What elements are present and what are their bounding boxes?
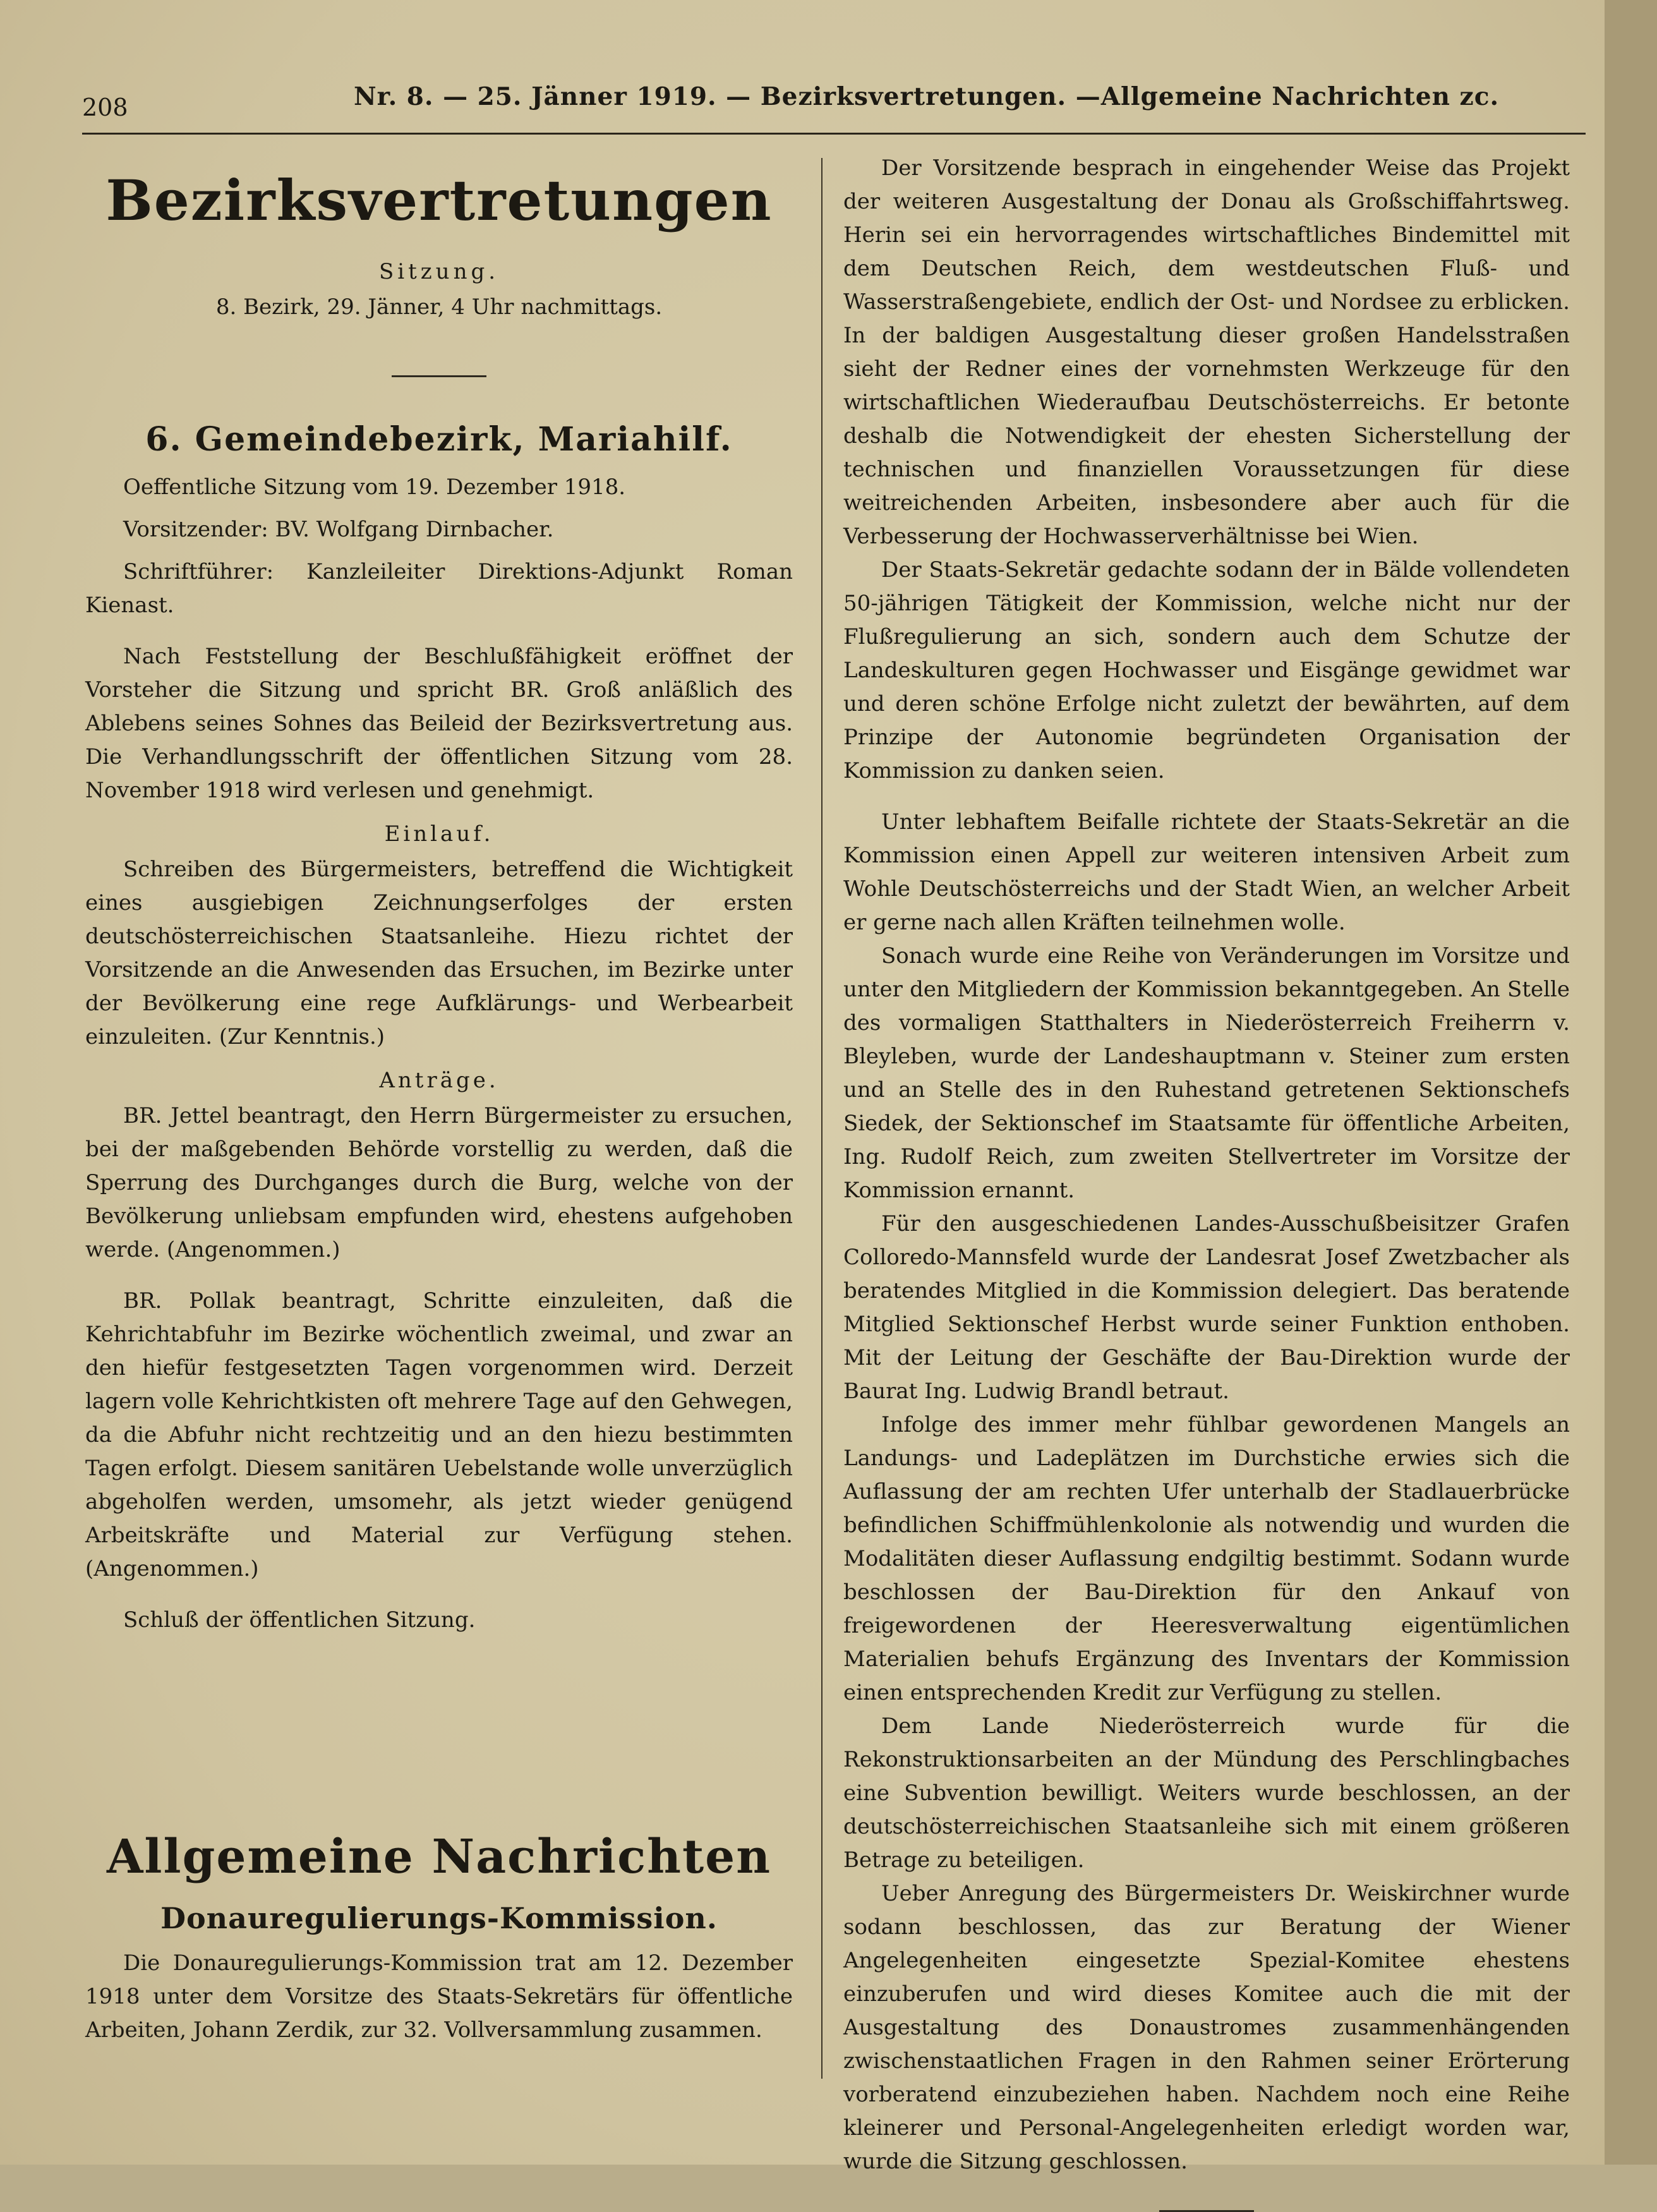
- secretary-line: Schriftführer: Kanzleileiter Direktions-Adjunkt Roman Kienast.: [85, 559, 793, 618]
- page-number: 208: [82, 94, 128, 121]
- right-column: [843, 152, 1570, 2212]
- right-paragraph-2: Der Staats-Sekretär gedachte sodann der in Bälde vollendeten 50-jährigen Tätigkeit der Kommission, welche nicht nur der Flußregulierung an sich, sondern auch dem Schutze der Landeskulturen gegen Hochwasser und Eisgänge gewidmet war und deren schöne Erfolge nicht zuletzt der bewährten, auf dem Prinzipe der Autonomie begründeten Organisation der Kommission zu danken seien.: [843, 557, 1570, 783]
- column-divider: [821, 158, 822, 2079]
- antraege-heading: Anträge.: [379, 1068, 499, 1093]
- right-paragraph-4: Sonach wurde eine Reihe von Veränderungen im Vorsitze und unter den Mitgliedern der Kommission bekanntgegeben. An Stelle des vormaligen Statthalters in Niederösterreich Freiherrn v. Bleyleben, wurde der Landeshauptmann v. Steiner zum ersten und an Stelle des in den Ruhestand getretenen Sektionschefs Siedek, der Sektionschef im Staatsamte für öffentliche Arbeiten, Ing. Rudolf Reich, zum zweiten Stellvertreter im Vorsitze der Kommission ernannt.: [843, 943, 1570, 1203]
- right-paragraph-1: Der Vorsitzende besprach in eingehender Weise das Projekt der weiteren Ausgestaltung der Donau als Großschiffahrtsweg. Herin sei ein hervorragendes wirtschaftliches Bindemittel mit dem Deutschen Reich, dem westdeutschen Fluß- und Wasserstraßengebiete, endlich der Ost- und Nordsee zu erblicken. In der baldigen Ausgestaltung dieser großen Handelsstraßen sieht der Redner eines der vornehmsten Werkzeuge für den wirtschaftlichen Wiederaufbau Deutschösterreichs. Er betonte deshalb die Notwendigkeit der ehesten Sicherstellung der technischen und finanziellen Voraussetzungen für diese weitreichenden Arbeiten, insbesondere aber auch für die Verbesserung der Hochwasserverhältnisse bei Wien.: [843, 155, 1570, 549]
- chair-line: Vorsitzender: BV. Wolfgang Dirnbacher.: [123, 517, 554, 542]
- section-rule: [392, 375, 486, 377]
- session-heading: Sitzung.: [378, 259, 500, 284]
- intro-paragraph: Nach Feststellung der Beschlußfähigkeit eröffnet der Vorsteher die Sitzung und spricht BR. Groß anläßlich des Ablebens seines Sohnes das Beileid der Bezirksvertretung aus. Die Verhandlungsschrift der öffentlichen Sitzung vom 28. November 1918 wird verlesen und genehmigt.: [85, 644, 793, 803]
- page-edge: [1605, 0, 1657, 2165]
- right-paragraph-7: Dem Lande Niederösterreich wurde für die Rekonstruktionsarbeiten an der Mündung des Perschlingbaches eine Subvention bewilligt. Weiters wurde beschlossen, an der deutschösterreichischen Staatsanleihe sich mit einem größeren Betrage zu beteiligen.: [843, 1713, 1570, 1873]
- donau-commission-title: Donauregulierungs-Kommission.: [160, 1901, 718, 1935]
- session-line: 8. Bezirk, 29. Jänner, 4 Uhr nachmittags.: [215, 294, 663, 320]
- running-head: Nr. 8. — 25. Jänner 1919. — Bezirksvertretungen. —Allgemeine Nachrichten zc.: [354, 82, 1500, 111]
- right-paragraph-6: Infolge des immer mehr fühlbar gewordenen Mangels an Landungs- und Ladeplätzen im Durchstiche erwies sich die Auflassung der am rechten Ufer unterhalb der Stadlauerbrücke befindlichen Schiffmühlenkolonie als notwendig und wurden die Modalitäten dieser Auflassung endgiltig bestimmt. Sodann wurde beschlossen der Bau-Direktion für den Ankauf von freigewordenen der Heeresverwaltung eigentümlichen Materialien behufs Ergänzung des Inventars der Kommission einen entsprechenden Kredit zur Verfügung zu stellen.: [843, 1412, 1570, 1705]
- masthead-allgemeine-nachrichten: Allgemeine Nachrichten: [106, 1830, 772, 1884]
- jettel-paragraph: BR. Jettel beantragt, den Herrn Bürgermeister zu ersuchen, bei der maßgebenden Behörde vorstellig zu werden, daß die Sperrung des Durchganges durch die Burg, welche von der Bevölkerung unliebsam empfunden wird, ehestens aufgehoben werde. (Angenommen.): [85, 1103, 793, 1262]
- district-title: 6. Gemeindebezirk, Mariahilf.: [145, 420, 733, 459]
- closing-line: Schluß der öffentlichen Sitzung.: [123, 1607, 476, 1633]
- right-paragraph-5: Für den ausgeschiedenen Landes-Ausschußbeisitzer Grafen Colloredo-Mannsfeld wurde der Landesrat Josef Zwetzbacher als beratendes Mitglied in die Kommission delegiert. Das beratende Mitglied Sektionschef Herbst wurde seiner Funktion enthoben. Mit der Leitung der Geschäfte der Bau-Direktion wurde der Baurat Ing. Ludwig Brandl betraut.: [843, 1211, 1570, 1404]
- einlauf-heading: Einlauf.: [384, 821, 494, 847]
- einlauf-paragraph: Schreiben des Bürgermeisters, betreffend die Wichtigkeit eines ausgiebigen Zeichnungserfolges der ersten deutschösterreichischen Staatsanleihe. Hiezu richtet der Vorsitzende an die Anwesenden das Ersuchen, im Bezirke unter der Bevölkerung eine rege Aufklärungs- und Werbearbeit einzuleiten. (Zur Kenntnis.): [85, 857, 793, 1049]
- pollak-paragraph: BR. Pollak beantragt, Schritte einzuleiten, daß die Kehrichtabfuhr im Bezirke wöchentlich zweimal, und zwar an den hiefür festgesetzten Tagen vorgenommen wird. Derzeit lagern volle Kehrichtkisten oft mehrere Tage auf den Gehwegen, da die Abfuhr nicht rechtzeitig und an den hiezu bestimmten Tagen erfolgt. Diesem sanitären Uebelstande wolle unverzüglich abgeholfen werden, umsomehr, als jetzt wieder genügend Arbeitskräfte und Material zur Verfügung stehen. (Angenommen.): [85, 1288, 793, 1581]
- right-paragraph-8: Ueber Anregung des Bürgermeisters Dr. Weiskirchner wurde sodann beschlossen, das zur Beratung der Wiener Angelegenheiten eingesetzte Spezial-Komitee ehestens einzuberufen und wird dieses Komitee auch die mit der Ausgestaltung des Donaustromes zusammenhängenden zwischenstaatlichen Fragen in den Rahmen seiner Erörterung vorberatend einzubeziehen haben. Nachdem noch eine Reihe kleinerer und Personal-Angelegenheiten erledigt worden war, wurde die Sitzung geschlossen.: [843, 1881, 1570, 2174]
- right-paragraph-3: Unter lebhaftem Beifalle richtete der Staats-Sekretär an die Kommission einen Appell zur weiteren intensiven Arbeit zum Wohle Deutschösterreichs und der Stadt Wien, an welcher Arbeit er gerne nach allen Kräften teilnehmen wolle.: [843, 809, 1570, 935]
- masthead-bezirksvertretungen: Bezirksvertretungen: [105, 167, 773, 233]
- left-column: [85, 152, 793, 2047]
- header-rule: [82, 133, 1586, 135]
- donau-paragraph: Die Donauregulierungs-Kommission trat am 12. Dezember 1918 unter dem Vorsitze des Staats-Sekretärs für öffentliche Arbeiten, Johann Zerdik, zur 32. Vollversammlung zusammen.: [85, 1950, 793, 2043]
- public-session-line: Oeffentliche Sitzung vom 19. Dezember 1918.: [123, 474, 626, 500]
